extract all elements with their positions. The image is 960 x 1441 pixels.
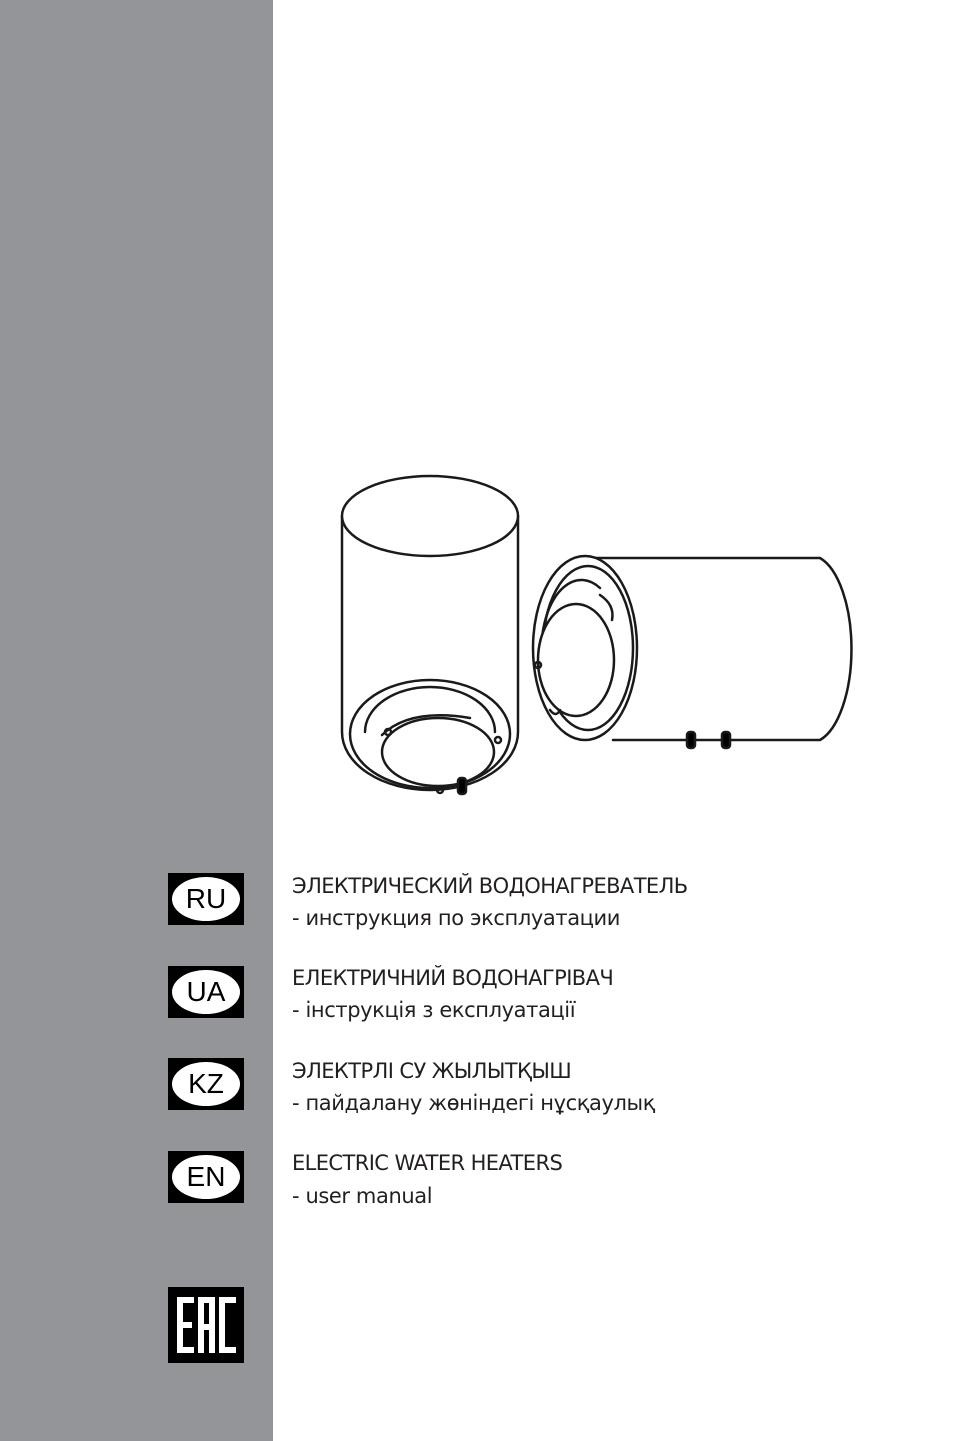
manual-title-en: ELECTRIC WATER HEATERS — [292, 1151, 563, 1175]
eac-certification-logo — [168, 1287, 244, 1363]
language-code: UA — [186, 976, 226, 1007]
manual-subtitle-kz: - пайдалану жөніндегі нұсқаулық — [292, 1091, 656, 1115]
manual-subtitle-en: - user manual — [292, 1184, 433, 1208]
manual-title-kz: ЭЛЕКТРЛІ СУ ЖЫЛЫТҚЫШ — [292, 1059, 572, 1083]
manual-title-ua: ЕЛЕКТРИЧНИЙ ВОДОНАГРІВАЧ — [292, 966, 614, 990]
language-badge-oval — [172, 877, 240, 921]
manual-subtitle-ua: - інструкція з експлуатації — [292, 998, 576, 1022]
water-heater-illustration — [330, 470, 870, 810]
manual-title-ru: ЭЛЕКТРИЧЕСКИЙ ВОДОНАГРЕВАТЕЛЬ — [292, 874, 688, 898]
language-badge-oval — [172, 970, 240, 1014]
language-badge-ua — [168, 966, 244, 1018]
language-badge-ru — [168, 873, 244, 925]
language-code: EN — [186, 1161, 226, 1192]
language-badge-oval — [172, 1062, 240, 1106]
language-badge-oval — [172, 1155, 240, 1199]
manual-subtitle-ru: - инструкция по эксплуатации — [292, 906, 621, 930]
side-color-band — [0, 0, 273, 1441]
language-code: KZ — [188, 1068, 224, 1099]
language-code: RU — [185, 883, 227, 914]
language-badge-en — [168, 1151, 244, 1203]
language-badge-kz — [168, 1058, 244, 1110]
